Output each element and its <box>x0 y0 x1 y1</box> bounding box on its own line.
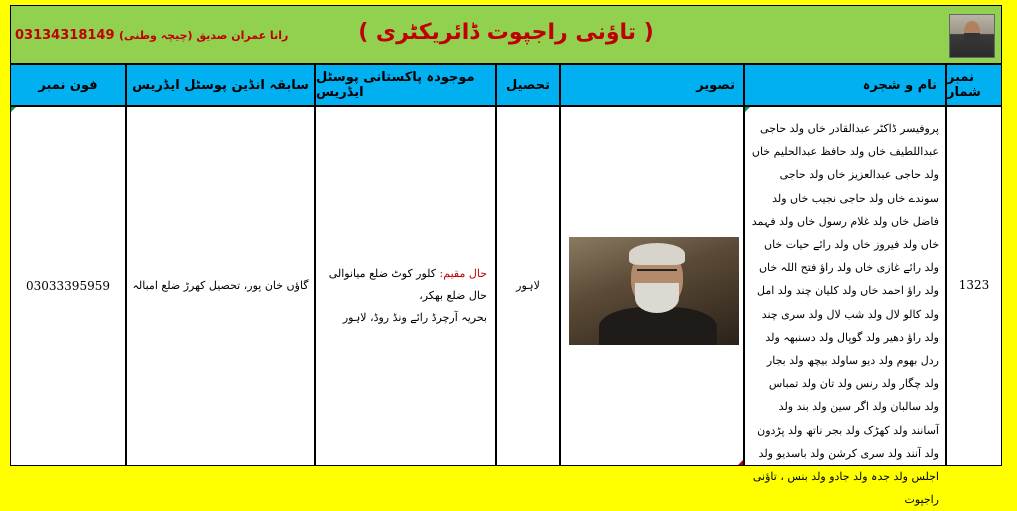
directory-banner <box>10 5 1002 64</box>
directory-title: ( تاؤنی راجپوت ڈائریکٹری ) <box>358 20 654 45</box>
compiler-name: رانا عمران صدیق (چیچہ وطنی) <box>119 29 289 42</box>
tehsil-cell <box>496 106 560 466</box>
phone-cell <box>10 106 126 466</box>
lineage-text: پروفیسر ڈاکٹر عبدالقادر خاں ولد حاجی عبداللطیف خاں ولد حافظ عبدالحلیم خاں ولد حاجی عبدالعزیز خاں ولد حاجی سوندے خاں ولد حاجی نجیب خاں ولد فاضل خاں ولد غلام رسول خاں ولد فہمد خاں ولد فیروز خاں ولد رائے حیات خاں ولد رائے غازی خاں ولد راؤ فتح اللہ خاں ولد راؤ احمد خاں ولد کلیان چند ولد امل ولد کالو لال ولد شب لال ولد سری چند ولد راؤ دھیر ولد گوپال ولد دسنبھہ ولد ردل بھوم ولد دیو ساولد بیچھ ولد بجار ولد چگار ولد رنس ولد تان ولد تمباس ولد سالبان ولد اگر سین ولد بند ولد آسانند ولد کھڑک ولد بجر ناتھ ولد پڑدون ولد آنند ولد سری کرشن ولد باسدیو ولد اجلس ولد جدہ ولد جادو ولد بنس ، تاؤنی راجپوت <box>751 122 939 507</box>
tehsil-value: لاہور <box>516 279 540 292</box>
serial-number: 1323 <box>958 278 990 292</box>
compiler-phone: 03134318149 <box>15 28 115 43</box>
former-address-cell <box>126 106 315 466</box>
header-phone: فون نمبر <box>10 64 126 106</box>
current-address-label: حال مقیم: <box>439 267 487 280</box>
directory-sheet <box>10 5 1002 507</box>
member-photo <box>569 237 739 345</box>
member-phone: 03033395959 <box>26 279 110 293</box>
current-address <box>317 263 487 329</box>
current-address-line2: بحریہ آرچرڈ رائے ونڈ روڈ، لاہور <box>342 311 487 324</box>
header-current-address: موجودہ پاکستانی پوسٹل ایڈریس <box>315 64 496 106</box>
compiler-photo <box>949 14 995 58</box>
current-address-cell <box>315 106 496 466</box>
lineage-cell <box>744 106 946 507</box>
former-address: گاؤں خان پور، تحصیل کھرڑ ضلع امبالہ <box>132 279 309 292</box>
current-address-line1: کلور کوٹ ضلع میانوالی حال ضلع بھکر، <box>328 267 487 302</box>
header-former-address: سابقہ انڈین پوسٹل ایڈریس <box>126 64 315 106</box>
header-serial: نمبر شمار <box>946 64 1002 106</box>
header-photo: تصویر <box>560 64 744 106</box>
photo-cell <box>560 106 744 466</box>
header-name-lineage: نام و شجرہ <box>744 64 946 106</box>
header-tehsil: تحصیل <box>496 64 560 106</box>
serial-cell <box>946 106 1002 466</box>
